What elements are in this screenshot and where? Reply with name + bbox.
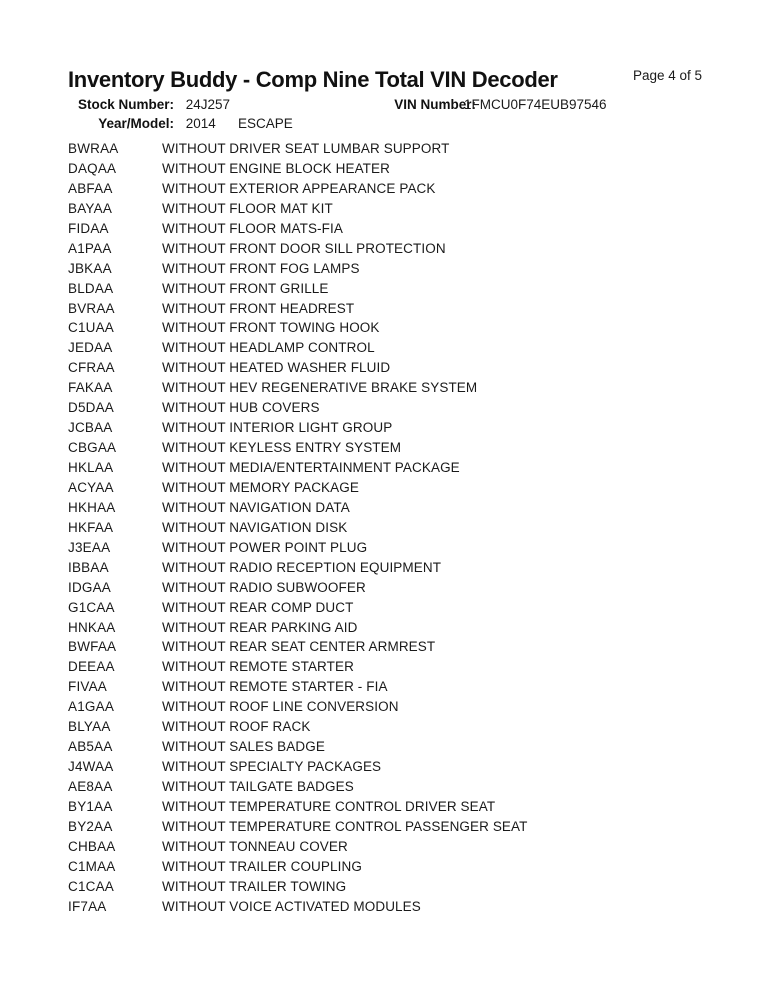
option-description: WITHOUT TONNEAU COVER <box>162 838 348 854</box>
option-description: WITHOUT TEMPERATURE CONTROL DRIVER SEAT <box>162 798 496 814</box>
option-code: C1MAA <box>68 858 116 874</box>
option-description: WITHOUT FRONT TOWING HOOK <box>162 320 380 336</box>
option-row <box>68 279 728 299</box>
option-row <box>68 757 728 777</box>
option-code: BY1AA <box>68 798 113 814</box>
stock-vin-row <box>68 95 708 114</box>
vin-number-label: VIN Number: <box>394 97 476 112</box>
option-description: WITHOUT NAVIGATION DISK <box>162 519 348 535</box>
option-code: C1CAA <box>68 878 115 894</box>
option-code: ACYAA <box>68 479 114 495</box>
option-description: WITHOUT FLOOR MAT KIT <box>162 200 333 216</box>
option-row <box>68 558 728 578</box>
option-code: BWFAA <box>68 639 117 655</box>
option-row <box>68 837 728 857</box>
option-row <box>68 458 728 478</box>
option-row <box>68 578 728 598</box>
option-description: WITHOUT HEATED WASHER FLUID <box>162 360 391 376</box>
option-description: WITHOUT SALES BADGE <box>162 739 325 755</box>
option-code: HNKAA <box>68 619 116 635</box>
option-description: WITHOUT SPECIALTY PACKAGES <box>162 759 382 775</box>
option-row <box>68 697 728 717</box>
option-description: WITHOUT ENGINE BLOCK HEATER <box>162 160 390 176</box>
vehicle-header <box>68 95 708 133</box>
option-row <box>68 737 728 757</box>
option-row <box>68 498 728 518</box>
stock-number-value: 24J257 <box>185 97 231 112</box>
option-code: BLYAA <box>68 719 111 735</box>
option-code: JCBAA <box>68 420 113 436</box>
option-code: FIVAA <box>68 679 108 695</box>
option-code: AB5AA <box>68 739 113 755</box>
option-row <box>68 239 728 259</box>
year-model-row <box>68 114 708 133</box>
option-code: J4WAA <box>68 759 114 775</box>
option-code: BWRAA <box>68 141 119 156</box>
option-code: JBKAA <box>68 260 112 276</box>
option-code: CFRAA <box>68 360 115 376</box>
option-row <box>68 398 728 418</box>
option-description: WITHOUT REAR PARKING AID <box>162 619 358 635</box>
year-value: 2014 <box>185 116 216 131</box>
option-row <box>68 677 728 697</box>
option-description: WITHOUT HEADLAMP CONTROL <box>162 340 375 356</box>
option-description: WITHOUT EXTERIOR APPEARANCE PACK <box>162 180 436 196</box>
option-row <box>68 857 728 877</box>
option-description: WITHOUT TRAILER COUPLING <box>162 858 362 874</box>
option-code: A1GAA <box>68 699 115 715</box>
option-row <box>68 139 728 159</box>
option-row <box>68 159 728 179</box>
option-code: DEEAA <box>68 659 115 675</box>
stock-number-label: Stock Number: <box>77 97 174 112</box>
option-row <box>68 438 728 458</box>
option-description: WITHOUT FLOOR MATS-FIA <box>162 220 343 236</box>
option-row <box>68 418 728 438</box>
option-code: D5DAA <box>68 400 115 416</box>
option-row <box>68 598 728 618</box>
option-description: WITHOUT TAILGATE BADGES <box>162 779 354 794</box>
option-description: WITHOUT ROOF LINE CONVERSION <box>162 699 399 715</box>
option-row <box>68 538 728 558</box>
year-model-label: Year/Model: <box>98 116 174 131</box>
option-code: FAKAA <box>68 380 113 396</box>
option-description: WITHOUT MEMORY PACKAGE <box>162 479 359 495</box>
option-row <box>68 797 728 817</box>
option-description: WITHOUT RADIO SUBWOOFER <box>162 579 366 595</box>
option-code: BVRAA <box>68 300 115 316</box>
option-description: WITHOUT INTERIOR LIGHT GROUP <box>162 420 393 436</box>
option-description: WITHOUT FRONT GRILLE <box>162 280 329 296</box>
option-row <box>68 518 728 538</box>
page-number-indicator: Page 4 of 5 <box>633 68 703 83</box>
option-description: WITHOUT VOICE ACTIVATED MODULES <box>162 898 421 914</box>
option-description: WITHOUT KEYLESS ENTRY SYSTEM <box>162 440 402 456</box>
option-row <box>68 817 728 837</box>
option-code: J3EAA <box>68 539 111 555</box>
option-row <box>68 657 728 677</box>
option-description: WITHOUT TEMPERATURE CONTROL PASSENGER SEAT <box>162 818 528 834</box>
option-code: AE8AA <box>68 779 113 794</box>
option-code: HKLAA <box>68 460 114 475</box>
option-row <box>68 318 728 338</box>
option-row <box>68 777 728 797</box>
option-code: FIDAA <box>68 220 109 236</box>
option-code: HKHAA <box>68 499 116 515</box>
option-code: G1CAA <box>68 599 115 615</box>
option-row <box>68 219 728 239</box>
option-code: DAQAA <box>68 160 117 176</box>
option-row <box>68 478 728 498</box>
option-code: JEDAA <box>68 340 113 356</box>
options-list <box>68 139 728 917</box>
option-description: WITHOUT HEV REGENERATIVE BRAKE SYSTEM <box>162 380 478 396</box>
option-code: BY2AA <box>68 818 113 834</box>
option-code: ABFAA <box>68 180 113 196</box>
option-row <box>68 199 728 219</box>
option-description: WITHOUT FRONT DOOR SILL PROTECTION <box>162 240 446 256</box>
option-code: C1UAA <box>68 320 115 336</box>
option-description: WITHOUT FRONT FOG LAMPS <box>162 260 360 276</box>
option-description: WITHOUT REMOTE STARTER <box>162 659 354 675</box>
option-code: CHBAA <box>68 838 116 854</box>
option-row <box>68 897 728 917</box>
option-row <box>68 637 728 657</box>
option-code: HKFAA <box>68 519 114 535</box>
vin-number-value: 1FMCU0F74EUB97546 <box>464 97 607 112</box>
option-description: WITHOUT HUB COVERS <box>162 400 320 416</box>
option-row <box>68 877 728 897</box>
option-description: WITHOUT TRAILER TOWING <box>162 878 347 894</box>
option-description: WITHOUT ROOF RACK <box>162 719 311 735</box>
option-description: WITHOUT POWER POINT PLUG <box>162 539 368 555</box>
option-row <box>68 338 728 358</box>
option-description: WITHOUT NAVIGATION DATA <box>162 499 350 515</box>
option-row <box>68 179 728 199</box>
option-code: BLDAA <box>68 280 114 296</box>
option-code: CBGAA <box>68 440 117 456</box>
option-description: WITHOUT FRONT HEADREST <box>162 300 355 316</box>
option-description: WITHOUT REMOTE STARTER - FIA <box>162 679 388 695</box>
option-description: WITHOUT DRIVER SEAT LUMBAR SUPPORT <box>162 141 450 156</box>
option-row <box>68 618 728 638</box>
option-description: WITHOUT REAR COMP DUCT <box>162 599 354 615</box>
option-row <box>68 358 728 378</box>
option-row <box>68 299 728 319</box>
option-row <box>68 717 728 737</box>
option-row <box>68 259 728 279</box>
option-code: IBBAA <box>68 559 109 575</box>
option-code: BAYAA <box>68 200 113 216</box>
option-code: A1PAA <box>68 240 112 256</box>
option-description: WITHOUT REAR SEAT CENTER ARMREST <box>162 639 436 655</box>
option-description: WITHOUT RADIO RECEPTION EQUIPMENT <box>162 559 442 575</box>
option-code: IDGAA <box>68 579 112 595</box>
option-description: WITHOUT MEDIA/ENTERTAINMENT PACKAGE <box>162 460 460 475</box>
option-code: IF7AA <box>68 898 107 914</box>
page-title: Inventory Buddy - Comp Nine Total VIN Decoder <box>68 67 558 92</box>
model-value: ESCAPE <box>238 116 293 131</box>
option-row <box>68 378 728 398</box>
